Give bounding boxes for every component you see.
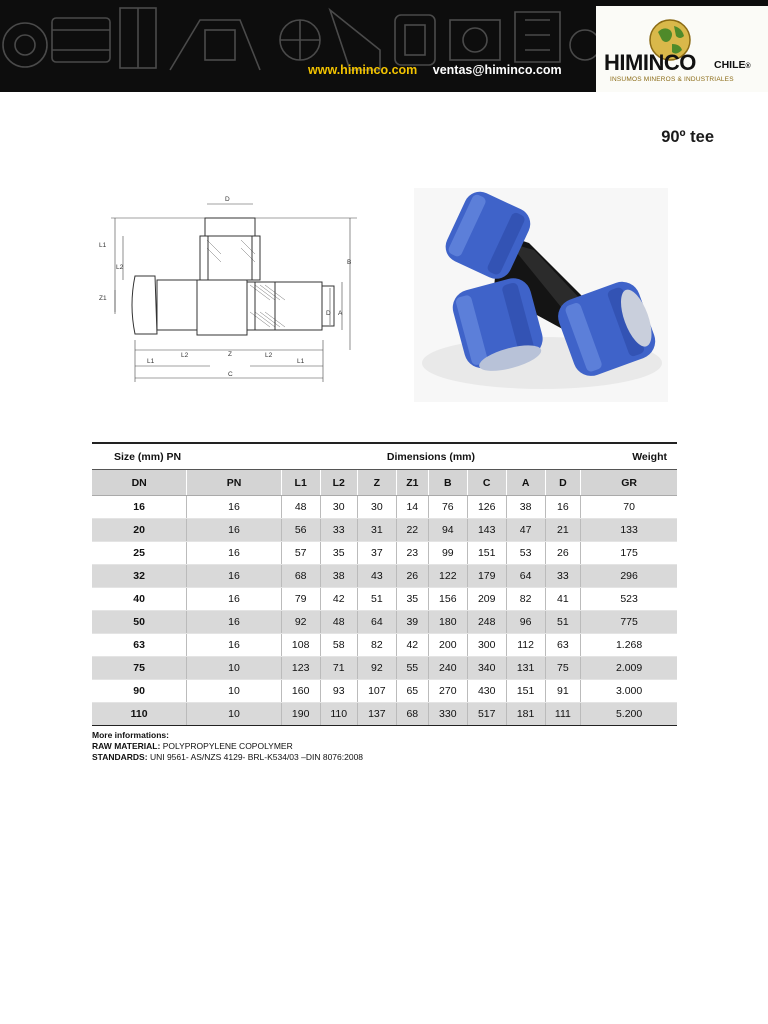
table-cell-b: 76 (428, 496, 467, 519)
table-cell-l2: 30 (320, 496, 357, 519)
dim-label-l1-bottom-right: L1 (297, 358, 305, 365)
table-cell-gr: 175 (581, 542, 677, 565)
table-cell-d: 91 (545, 680, 581, 703)
table-cell-d: 26 (545, 542, 581, 565)
table-cell-z: 107 (357, 680, 396, 703)
column-header-l1: L1 (281, 470, 320, 496)
dim-label-l1: L1 (99, 242, 107, 249)
table-cell-dn: 75 (92, 657, 187, 680)
table-cell-a: 151 (506, 680, 545, 703)
table-cell-a: 53 (506, 542, 545, 565)
dim-label-l2-bottom-right: L2 (265, 352, 273, 359)
table-cell-c: 126 (467, 496, 506, 519)
table-cell-a: 47 (506, 519, 545, 542)
table-cell-z: 137 (357, 703, 396, 726)
machinery-illustration (0, 0, 600, 92)
tee-fitting-photo (414, 188, 668, 402)
standards-label: STANDARDS: (92, 752, 148, 762)
table-cell-b: 200 (428, 634, 467, 657)
group-header-size: Size (mm) PN (92, 443, 281, 470)
table-cell-c: 248 (467, 611, 506, 634)
table-cell-c: 151 (467, 542, 506, 565)
table-row (92, 703, 677, 726)
dim-label-l2-bottom-left: L2 (181, 352, 189, 359)
column-header-pn: PN (187, 470, 281, 496)
notes-more-info: More informations: (92, 730, 169, 740)
table-cell-dn: 110 (92, 703, 187, 726)
table-cell-l1: 160 (281, 680, 320, 703)
table-cell-z1: 22 (396, 519, 428, 542)
website-link[interactable]: www.himinco.com (308, 63, 418, 77)
table-cell-z1: 39 (396, 611, 428, 634)
table-cell-d: 41 (545, 588, 581, 611)
table-cell-c: 300 (467, 634, 506, 657)
dimensions-table (92, 442, 677, 726)
table-cell-l2: 58 (320, 634, 357, 657)
logo-country: CHILE® (714, 59, 751, 71)
table-cell-b: 330 (428, 703, 467, 726)
table-cell-dn: 16 (92, 496, 187, 519)
dim-label-a: A (338, 310, 343, 317)
logo-name: HIMINCO (604, 50, 696, 75)
table-cell-d: 51 (545, 611, 581, 634)
table-row (92, 680, 677, 703)
table-cell-dn: 32 (92, 565, 187, 588)
table-cell-pn: 16 (187, 496, 281, 519)
column-header-l2: L2 (320, 470, 357, 496)
table-row (92, 519, 677, 542)
table-cell-l2: 48 (320, 611, 357, 634)
table-cell-a: 131 (506, 657, 545, 680)
table-cell-c: 143 (467, 519, 506, 542)
table-cell-l2: 35 (320, 542, 357, 565)
group-header-weight: Weight (581, 443, 677, 470)
dim-label-b: B (347, 259, 352, 266)
table-cell-z1: 14 (396, 496, 428, 519)
table-cell-l2: 71 (320, 657, 357, 680)
column-header-d: D (545, 470, 581, 496)
table-cell-l2: 33 (320, 519, 357, 542)
table-cell-b: 180 (428, 611, 467, 634)
column-header-z: Z (357, 470, 396, 496)
table-cell-l1: 68 (281, 565, 320, 588)
table-cell-gr: 5.200 (581, 703, 677, 726)
table-cell-a: 112 (506, 634, 545, 657)
dim-label-d: D (225, 196, 230, 203)
raw-material-value: POLYPROPYLENE COPOLYMER (162, 741, 293, 751)
table-cell-l1: 56 (281, 519, 320, 542)
table-cell-gr: 2.009 (581, 657, 677, 680)
table-cell-dn: 20 (92, 519, 187, 542)
table-cell-b: 240 (428, 657, 467, 680)
technical-drawing (95, 190, 365, 390)
table-cell-z1: 26 (396, 565, 428, 588)
table-cell-z1: 23 (396, 542, 428, 565)
table-cell-d: 21 (545, 519, 581, 542)
column-header-gr: GR (581, 470, 677, 496)
product-title: 90º tee (661, 128, 714, 146)
table-row (92, 634, 677, 657)
table-cell-z: 43 (357, 565, 396, 588)
table-cell-l1: 108 (281, 634, 320, 657)
table-cell-gr: 523 (581, 588, 677, 611)
table-body (92, 496, 677, 726)
dim-label-dd: D (326, 310, 331, 317)
table-cell-pn: 16 (187, 588, 281, 611)
table-cell-z1: 65 (396, 680, 428, 703)
table-cell-c: 517 (467, 703, 506, 726)
table-row (92, 611, 677, 634)
table-cell-gr: 70 (581, 496, 677, 519)
dim-label-c: C (228, 371, 233, 378)
group-header-dimensions: Dimensions (mm) (281, 443, 580, 470)
column-header-z1: Z1 (396, 470, 428, 496)
dim-label-l1-bottom-left: L1 (147, 358, 155, 365)
table-cell-a: 38 (506, 496, 545, 519)
table-cell-dn: 25 (92, 542, 187, 565)
column-header-c: C (467, 470, 506, 496)
table-group-header (92, 443, 677, 470)
table-cell-l2: 110 (320, 703, 357, 726)
table-cell-l2: 42 (320, 588, 357, 611)
dim-label-l2: L2 (116, 264, 124, 271)
table-cell-c: 430 (467, 680, 506, 703)
table-cell-pn: 16 (187, 611, 281, 634)
table-cell-pn: 16 (187, 565, 281, 588)
header-banner (0, 0, 768, 92)
dim-label-z: Z (228, 351, 232, 358)
table-cell-a: 181 (506, 703, 545, 726)
table-cell-d: 111 (545, 703, 581, 726)
table-cell-b: 122 (428, 565, 467, 588)
table-cell-gr: 775 (581, 611, 677, 634)
column-header-a: A (506, 470, 545, 496)
table-cell-gr: 3.000 (581, 680, 677, 703)
table-cell-pn: 10 (187, 703, 281, 726)
table-row (92, 542, 677, 565)
table-cell-d: 75 (545, 657, 581, 680)
table-cell-z1: 35 (396, 588, 428, 611)
table-cell-dn: 40 (92, 588, 187, 611)
table-cell-a: 64 (506, 565, 545, 588)
table-cell-d: 63 (545, 634, 581, 657)
table-cell-l2: 93 (320, 680, 357, 703)
table-cell-z1: 42 (396, 634, 428, 657)
table-cell-a: 82 (506, 588, 545, 611)
table-cell-z: 31 (357, 519, 396, 542)
table-cell-c: 340 (467, 657, 506, 680)
table-cell-pn: 16 (187, 634, 281, 657)
table-cell-l2: 38 (320, 565, 357, 588)
table-cell-z1: 55 (396, 657, 428, 680)
table-cell-b: 99 (428, 542, 467, 565)
table-cell-pn: 16 (187, 519, 281, 542)
table-cell-gr: 133 (581, 519, 677, 542)
himinco-logo (596, 6, 768, 92)
table-cell-z: 37 (357, 542, 396, 565)
table-cell-gr: 296 (581, 565, 677, 588)
table-cell-z: 30 (357, 496, 396, 519)
contact-links (308, 63, 562, 77)
table-cell-dn: 63 (92, 634, 187, 657)
email-link[interactable]: ventas@himinco.com (432, 63, 562, 77)
table-cell-b: 156 (428, 588, 467, 611)
table-cell-l1: 57 (281, 542, 320, 565)
table-row (92, 565, 677, 588)
table-cell-pn: 10 (187, 657, 281, 680)
table-column-header (92, 470, 677, 496)
table-cell-l1: 92 (281, 611, 320, 634)
notes-section (92, 730, 363, 763)
column-header-b: B (428, 470, 467, 496)
table-cell-z: 51 (357, 588, 396, 611)
table-cell-d: 16 (545, 496, 581, 519)
table-cell-z: 82 (357, 634, 396, 657)
table-cell-b: 94 (428, 519, 467, 542)
table-cell-dn: 50 (92, 611, 187, 634)
table-row (92, 496, 677, 519)
column-header-dn: DN (92, 470, 187, 496)
standards-value: UNI 9561- AS/NZS 4129- BRL-K534/03 –DIN 8076:2008 (149, 752, 364, 762)
table-row (92, 657, 677, 680)
table-cell-c: 179 (467, 565, 506, 588)
table-cell-gr: 1.268 (581, 634, 677, 657)
table-cell-dn: 90 (92, 680, 187, 703)
logo-tagline: INSUMOS MINEROS & INDUSTRIALES (610, 76, 734, 83)
table-cell-pn: 10 (187, 680, 281, 703)
table-cell-z: 64 (357, 611, 396, 634)
table-cell-l1: 48 (281, 496, 320, 519)
table-cell-z: 92 (357, 657, 396, 680)
table-cell-a: 96 (506, 611, 545, 634)
table-cell-l1: 79 (281, 588, 320, 611)
dim-label-z1: Z1 (99, 295, 107, 302)
table-row (92, 588, 677, 611)
table-cell-z1: 68 (396, 703, 428, 726)
table-cell-d: 33 (545, 565, 581, 588)
table-cell-l1: 123 (281, 657, 320, 680)
table-cell-c: 209 (467, 588, 506, 611)
table-cell-l1: 190 (281, 703, 320, 726)
table-cell-b: 270 (428, 680, 467, 703)
table-cell-pn: 16 (187, 542, 281, 565)
raw-material-label: RAW MATERIAL: (92, 741, 161, 751)
